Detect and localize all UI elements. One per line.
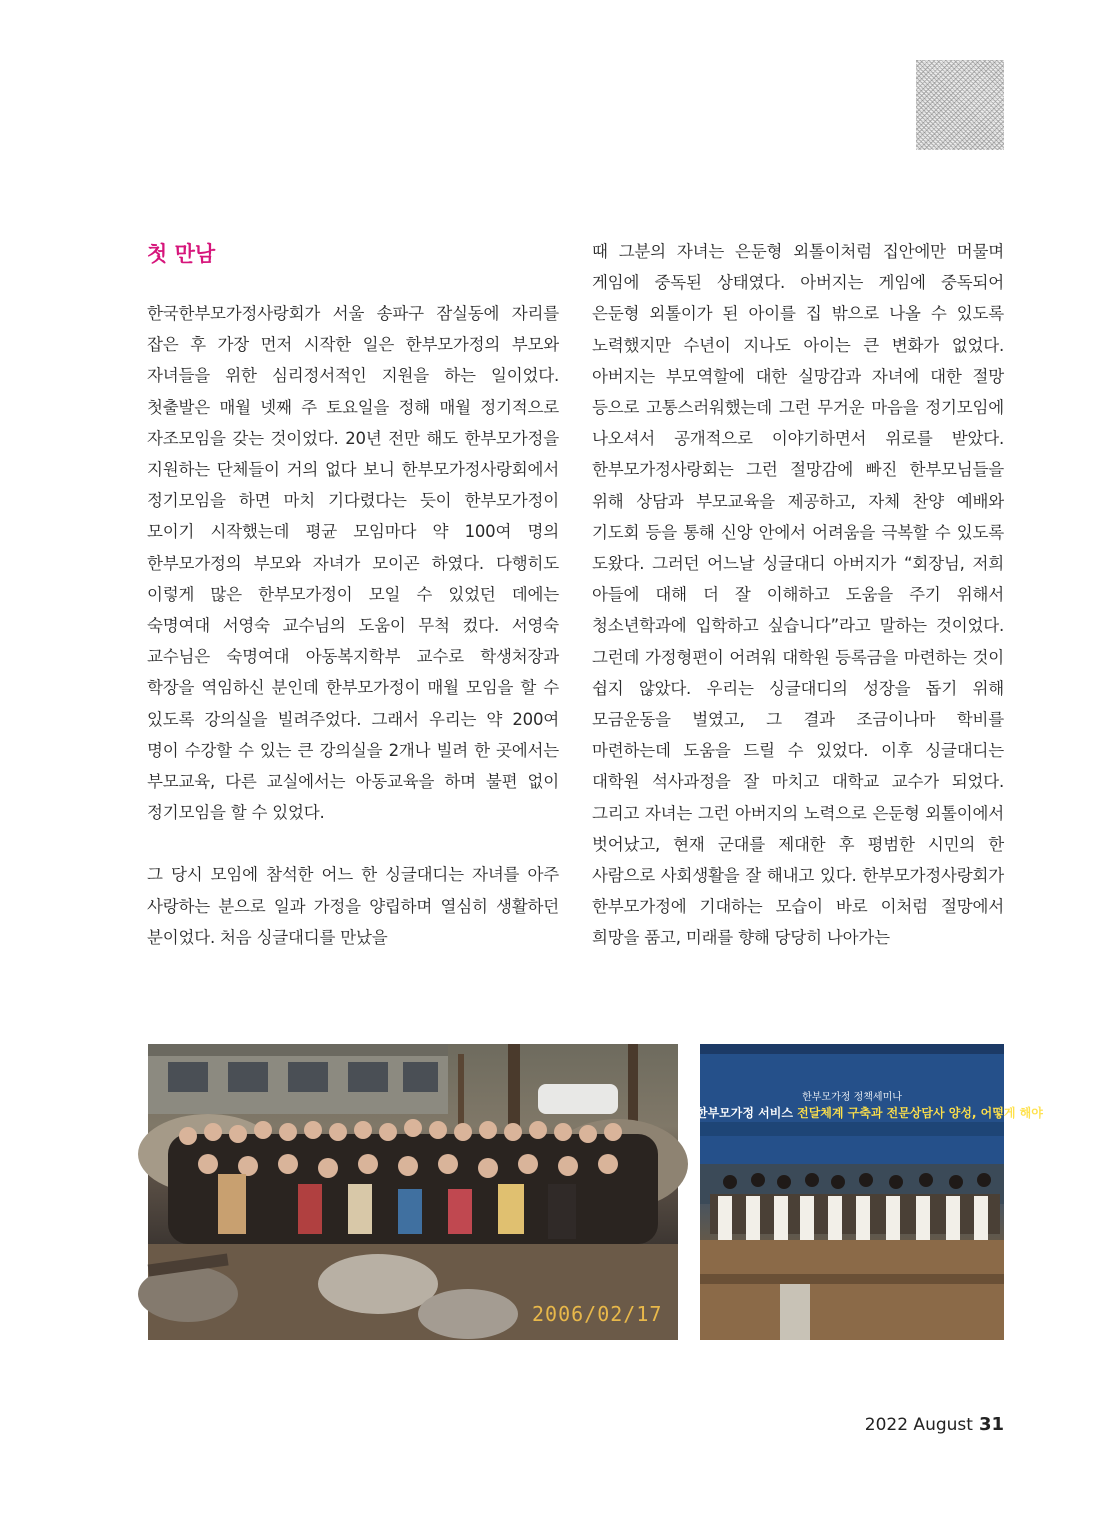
right-paragraph-1: 때 그분의 자녀는 은둔형 외톨이처럼 집안에만 머물며 게임에 중독된 상태였다. 아버지는 게임에 중독되어 은둔형 외톨이가 된 아이를 집 밖으로 나올 수 있도록 노력했지만 수년이 지나도 아이는 큰 변화가 없었다. 아버지는 부모역할에 대한 실망감과 자녀에 대한 절망 등으로 고통스러워했는데 그런 무거운 마음을 정기모임에 나오셔서 공개적으로 이야기하면서 위로를 받았다. 한부모가정사랑회는 그런 절망감에 빠진 한부모님들을 위해 상담과 부모교육을 제공하고, 자체 찬양 예배와 기도회 등을 통해 신앙 안에서 어려움을 극복할 수 있도록 도왔다. 그러던 어느날 싱글대디 아버지가 “회장님, 저희 아들에 대해 더 잘 이해하고 도움을 주기 위해서 청소년학과에 입학하고 싶습니다”라고 말하는 것이었다. 그런데 가정형편이 어려워 대학원 등록금을 마련하는 것이 쉽지 않았다. 우리는 싱글대디의 성장을 돕기 위해 모금운동을 벌였고, 그 결과 조금이나마 학비를 마련하는데 도움을 드릴 수 있었다. 이후 싱글대디는 대학원 석사과정을 잘 마치고 대학교 교수가 되었다. 그리고 자녀는 그런 아버지의 노력으로 은둔형 외톨이에서 벗어났고, 현재 군대를 제대한 후 평범한 시민의 한 사람으로 사회생활을 잘 해내고 있다. 한부모가정사랑회가 한부모가정에 기대하는 모습이 바로 이처럼 절망에서 희망을 품고, 미래를 향해 당당히 나아가는: [592, 242, 1004, 948]
seminar-banner-top: 한부모가정 정책세미나: [802, 1092, 902, 1103]
group-photo-illustration: [148, 1044, 678, 1340]
page-footer: [865, 1414, 1004, 1435]
section-title: 첫 만남: [147, 242, 216, 266]
photo-date-stamp: 2006/02/17: [532, 1302, 663, 1326]
left-column: [147, 236, 559, 953]
left-paragraph-2: 그 당시 모임에 참석한 어느 한 싱글대디는 자녀를 아주 사랑하는 분으로 일과 가정을 양립하며 열심히 생활하던 분이었다. 처음 싱글대디를 만났을: [147, 865, 559, 947]
seminar-photo: [696, 1044, 1043, 1340]
right-column: [592, 236, 1004, 954]
page-number: 31: [978, 1414, 1004, 1435]
decorative-pattern-block: [916, 60, 1004, 150]
issue-label: 2022 August: [864, 1415, 973, 1435]
seminar-banner-main-white: 한부모가정 서비스: [696, 1106, 793, 1120]
left-paragraph-1: 한국한부모가정사랑회가 서울 송파구 잠실동에 자리를 잡은 후 가장 먼저 시작한 일은 한부모가정의 부모와 자녀들을 위한 심리정서적인 지원을 하는 일이었다. 첫출발은 매월 넷째 주 토요일을 정해 매월 정기적으로 자조모임을 갖는 것이었다. 20년 전만 해도 한부모가정을 지원하는 단체들이 거의 없다 보니 한부모가정사랑회에서 정기모임을 하면 마치 기다렸다는 듯이 한부모가정이 모이기 시작했는데 평균 모임마다 약 100여 명의 한부모가정의 부모와 자녀가 모이곤 하였다. 다행히도 이렇게 많은 한부모가정이 모일 수 있었던 데에는 숙명여대 서영숙 교수님의 도움이 무척 컸다. 서영숙 교수님은 숙명여대 아동복지학부 교수로 학생처장과 학장을 역임하신 분인데 한부모가정이 매월 모임을 할 수 있도록 강의실을 빌려주었다. 그래서 우리는 약 200여 명이 수강할 수 있는 큰 강의실을 2개나 빌려 한 곳에서는 부모교육, 다른 교실에서는 아동교육을 하며 불편 없이 정기모임을 할 수 있었다.: [147, 304, 559, 823]
group-photo: [148, 1044, 678, 1340]
seminar-banner-main-yellow: 전달체계 구축과 전문상담사 양성, 어떻게 해야: [797, 1106, 1043, 1120]
seminar-banner-main: [696, 1104, 1043, 1121]
